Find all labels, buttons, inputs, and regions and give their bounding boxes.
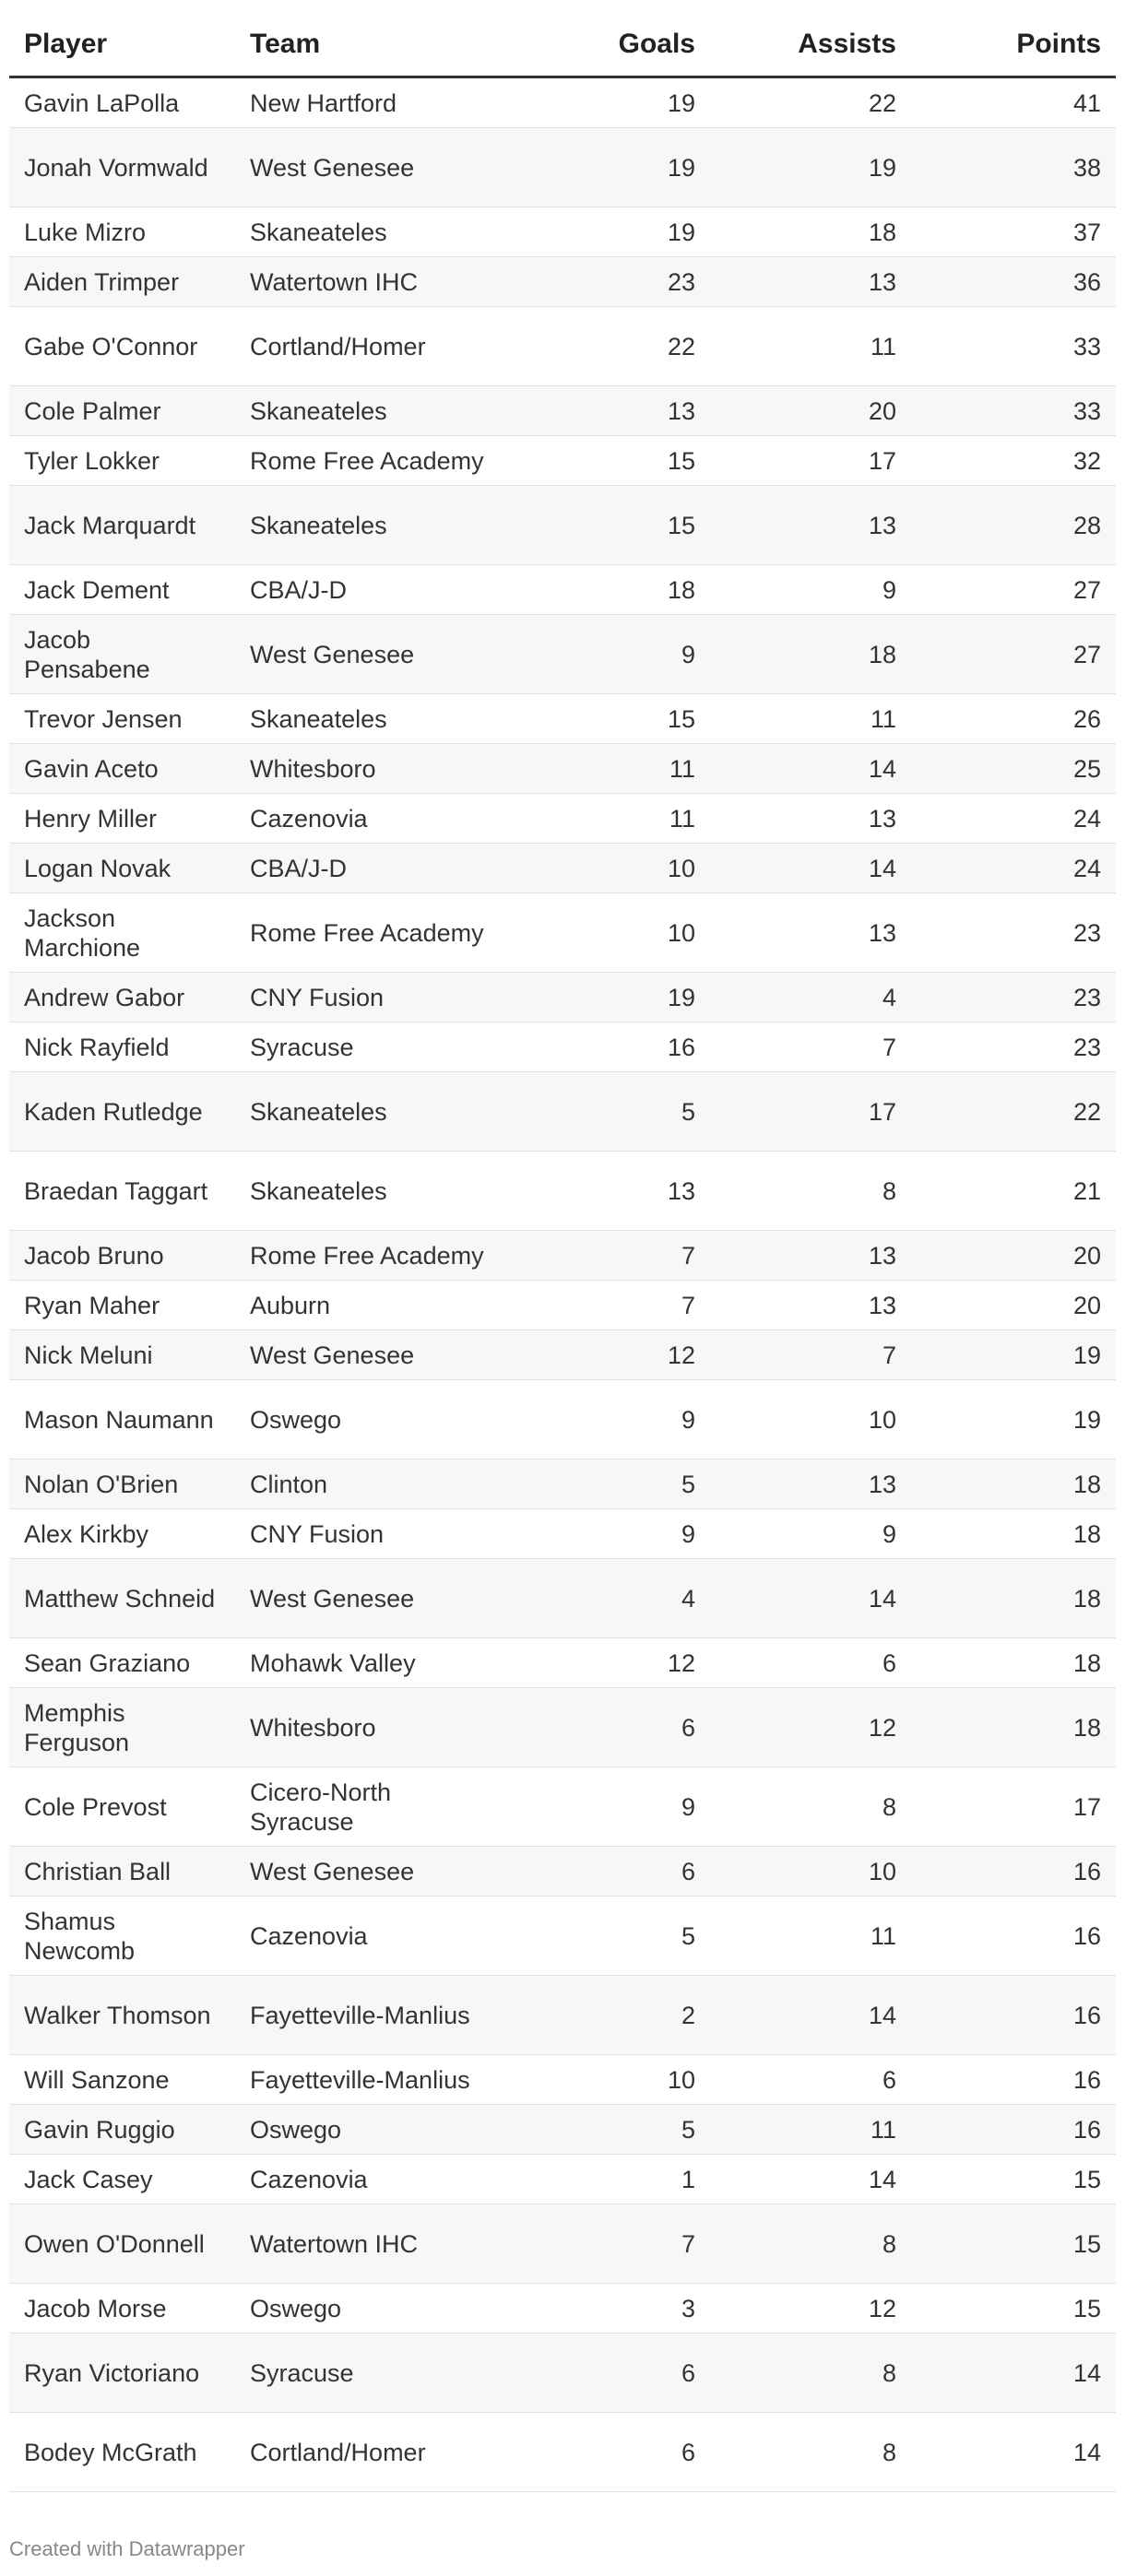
cell-goals: 10: [507, 2055, 710, 2105]
cell-assists: 14: [710, 1976, 911, 2055]
cell-points: 16: [911, 1847, 1116, 1897]
cell-player: Jacob Pensabene: [9, 615, 235, 694]
cell-assists: 17: [710, 1072, 911, 1152]
cell-team: CNY Fusion: [235, 973, 507, 1022]
cell-assists: 14: [710, 844, 911, 893]
cell-assists: 12: [710, 1688, 911, 1767]
cell-assists: 13: [710, 1459, 911, 1509]
cell-player: Christian Ball: [9, 1847, 235, 1897]
cell-team: CBA/J-D: [235, 565, 507, 615]
cell-player: Memphis Ferguson: [9, 1688, 235, 1767]
table-row: [9, 1559, 1116, 1638]
cell-team: Fayetteville-Manlius: [235, 2055, 507, 2105]
header-row: [9, 28, 1116, 77]
cell-points: 19: [911, 1330, 1116, 1380]
cell-player: Alex Kirkby: [9, 1509, 235, 1559]
cell-team: Watertown IHC: [235, 257, 507, 307]
cell-goals: 9: [507, 615, 710, 694]
cell-player: Jackson Marchione: [9, 893, 235, 973]
cell-team: Skaneateles: [235, 207, 507, 257]
table-row: [9, 1976, 1116, 2055]
cell-goals: 13: [507, 1152, 710, 1231]
cell-goals: 15: [507, 436, 710, 486]
table-row: [9, 565, 1116, 615]
cell-assists: 7: [710, 1330, 911, 1380]
cell-points: 24: [911, 844, 1116, 893]
table-row: [9, 1767, 1116, 1847]
table-row: [9, 2334, 1116, 2413]
cell-assists: 8: [710, 2334, 911, 2413]
table-row: [9, 1638, 1116, 1688]
cell-team: Skaneateles: [235, 486, 507, 565]
cell-assists: 14: [710, 2155, 911, 2204]
cell-player: Luke Mizro: [9, 207, 235, 257]
cell-player: Henry Miller: [9, 794, 235, 844]
cell-points: 18: [911, 1559, 1116, 1638]
table-row: [9, 744, 1116, 794]
cell-points: 38: [911, 128, 1116, 207]
cell-player: Jack Marquardt: [9, 486, 235, 565]
player-stats-table: [9, 28, 1116, 2492]
cell-assists: 11: [710, 1897, 911, 1976]
cell-goals: 9: [507, 1509, 710, 1559]
header-assists[interactable]: Assists: [710, 28, 911, 77]
cell-team: Cazenovia: [235, 2155, 507, 2204]
cell-player: Matthew Schneid: [9, 1559, 235, 1638]
cell-player: Walker Thomson: [9, 1976, 235, 2055]
cell-team: West Genesee: [235, 128, 507, 207]
cell-points: 18: [911, 1509, 1116, 1559]
cell-team: West Genesee: [235, 1847, 507, 1897]
cell-goals: 1: [507, 2155, 710, 2204]
cell-points: 23: [911, 1022, 1116, 1072]
cell-assists: 13: [710, 257, 911, 307]
table-row: [9, 2284, 1116, 2334]
cell-points: 25: [911, 744, 1116, 794]
cell-team: Skaneateles: [235, 386, 507, 436]
table-row: [9, 1459, 1116, 1509]
table-row: [9, 794, 1116, 844]
cell-assists: 19: [710, 128, 911, 207]
cell-points: 14: [911, 2413, 1116, 2492]
table-row: [9, 1281, 1116, 1330]
cell-player: Nolan O'Brien: [9, 1459, 235, 1509]
cell-assists: 10: [710, 1380, 911, 1459]
cell-points: 28: [911, 486, 1116, 565]
cell-assists: 6: [710, 2055, 911, 2105]
cell-team: Oswego: [235, 2284, 507, 2334]
cell-player: Jack Casey: [9, 2155, 235, 2204]
cell-player: Gabe O'Connor: [9, 307, 235, 386]
header-points[interactable]: Points: [911, 28, 1116, 77]
cell-goals: 16: [507, 1022, 710, 1072]
cell-team: Rome Free Academy: [235, 1231, 507, 1281]
header-goals[interactable]: Goals: [507, 28, 710, 77]
cell-goals: 10: [507, 844, 710, 893]
cell-team: Watertown IHC: [235, 2204, 507, 2284]
cell-points: 19: [911, 1380, 1116, 1459]
cell-points: 23: [911, 973, 1116, 1022]
cell-team: Cicero-North Syracuse: [235, 1767, 507, 1847]
cell-team: Skaneateles: [235, 694, 507, 744]
cell-points: 14: [911, 2334, 1116, 2413]
cell-player: Andrew Gabor: [9, 973, 235, 1022]
cell-assists: 13: [710, 794, 911, 844]
cell-team: Rome Free Academy: [235, 436, 507, 486]
cell-goals: 19: [507, 973, 710, 1022]
cell-team: Oswego: [235, 1380, 507, 1459]
cell-team: Mohawk Valley: [235, 1638, 507, 1688]
cell-goals: 3: [507, 2284, 710, 2334]
cell-assists: 18: [710, 207, 911, 257]
cell-team: Rome Free Academy: [235, 893, 507, 973]
cell-player: Cole Palmer: [9, 386, 235, 436]
cell-goals: 2: [507, 1976, 710, 2055]
cell-points: 24: [911, 794, 1116, 844]
table-row: [9, 1022, 1116, 1072]
cell-points: 18: [911, 1459, 1116, 1509]
cell-points: 26: [911, 694, 1116, 744]
cell-team: New Hartford: [235, 77, 507, 128]
table-row: [9, 2155, 1116, 2204]
cell-points: 41: [911, 77, 1116, 128]
cell-assists: 8: [710, 1152, 911, 1231]
cell-assists: 22: [710, 77, 911, 128]
cell-player: Tyler Lokker: [9, 436, 235, 486]
cell-goals: 19: [507, 128, 710, 207]
cell-player: Gavin Ruggio: [9, 2105, 235, 2155]
cell-team: West Genesee: [235, 1330, 507, 1380]
cell-player: Aiden Trimper: [9, 257, 235, 307]
cell-assists: 9: [710, 565, 911, 615]
cell-assists: 13: [710, 1231, 911, 1281]
cell-goals: 6: [507, 1847, 710, 1897]
cell-goals: 12: [507, 1638, 710, 1688]
cell-goals: 5: [507, 1459, 710, 1509]
cell-assists: 18: [710, 615, 911, 694]
cell-points: 15: [911, 2155, 1116, 2204]
cell-player: Ryan Victoriano: [9, 2334, 235, 2413]
cell-team: Fayetteville-Manlius: [235, 1976, 507, 2055]
cell-assists: 4: [710, 973, 911, 1022]
cell-player: Jack Dement: [9, 565, 235, 615]
cell-player: Nick Rayfield: [9, 1022, 235, 1072]
cell-team: Skaneateles: [235, 1152, 507, 1231]
cell-team: CNY Fusion: [235, 1509, 507, 1559]
cell-team: Cazenovia: [235, 1897, 507, 1976]
cell-points: 37: [911, 207, 1116, 257]
cell-team: Oswego: [235, 2105, 507, 2155]
cell-team: Clinton: [235, 1459, 507, 1509]
table-row: [9, 1509, 1116, 1559]
cell-assists: 13: [710, 893, 911, 973]
cell-points: 20: [911, 1281, 1116, 1330]
cell-team: West Genesee: [235, 1559, 507, 1638]
table-row: [9, 1688, 1116, 1767]
cell-player: Sean Graziano: [9, 1638, 235, 1688]
cell-assists: 7: [710, 1022, 911, 1072]
cell-assists: 11: [710, 694, 911, 744]
cell-player: Bodey McGrath: [9, 2413, 235, 2492]
cell-team: Cortland/Homer: [235, 2413, 507, 2492]
table-body: [9, 77, 1116, 2492]
cell-player: Kaden Rutledge: [9, 1072, 235, 1152]
cell-goals: 6: [507, 2413, 710, 2492]
table-row: [9, 615, 1116, 694]
cell-assists: 6: [710, 1638, 911, 1688]
cell-team: Syracuse: [235, 1022, 507, 1072]
cell-assists: 8: [710, 2413, 911, 2492]
cell-assists: 8: [710, 1767, 911, 1847]
cell-points: 27: [911, 615, 1116, 694]
cell-goals: 7: [507, 2204, 710, 2284]
table-row: [9, 1847, 1116, 1897]
cell-assists: 10: [710, 1847, 911, 1897]
table-row: [9, 128, 1116, 207]
table-row: [9, 844, 1116, 893]
table-row: [9, 307, 1116, 386]
cell-points: 27: [911, 565, 1116, 615]
cell-goals: 5: [507, 2105, 710, 2155]
cell-team: West Genesee: [235, 615, 507, 694]
cell-goals: 10: [507, 893, 710, 973]
cell-assists: 13: [710, 486, 911, 565]
cell-player: Cole Prevost: [9, 1767, 235, 1847]
cell-goals: 5: [507, 1897, 710, 1976]
cell-goals: 7: [507, 1281, 710, 1330]
cell-player: Will Sanzone: [9, 2055, 235, 2105]
cell-assists: 14: [710, 1559, 911, 1638]
cell-team: Syracuse: [235, 2334, 507, 2413]
cell-points: 23: [911, 893, 1116, 973]
header-player[interactable]: Player: [9, 28, 235, 77]
cell-points: 33: [911, 386, 1116, 436]
cell-goals: 23: [507, 257, 710, 307]
cell-team: Cazenovia: [235, 794, 507, 844]
cell-points: 15: [911, 2284, 1116, 2334]
cell-assists: 11: [710, 2105, 911, 2155]
cell-points: 32: [911, 436, 1116, 486]
cell-player: Gavin LaPolla: [9, 77, 235, 128]
cell-team: Auburn: [235, 1281, 507, 1330]
table-row: [9, 1330, 1116, 1380]
cell-team: Cortland/Homer: [235, 307, 507, 386]
table-row: [9, 2204, 1116, 2284]
table-row: [9, 436, 1116, 486]
cell-goals: 6: [507, 1688, 710, 1767]
cell-goals: 11: [507, 794, 710, 844]
cell-goals: 19: [507, 207, 710, 257]
cell-points: 15: [911, 2204, 1116, 2284]
table-row: [9, 1380, 1116, 1459]
cell-points: 21: [911, 1152, 1116, 1231]
cell-goals: 19: [507, 77, 710, 128]
table-row: [9, 973, 1116, 1022]
cell-player: Owen O'Donnell: [9, 2204, 235, 2284]
cell-player: Jonah Vormwald: [9, 128, 235, 207]
table-row: [9, 1897, 1116, 1976]
cell-goals: 6: [507, 2334, 710, 2413]
cell-assists: 11: [710, 307, 911, 386]
cell-goals: 9: [507, 1380, 710, 1459]
cell-goals: 5: [507, 1072, 710, 1152]
cell-points: 16: [911, 2105, 1116, 2155]
table-row: [9, 486, 1116, 565]
table-row: [9, 257, 1116, 307]
cell-points: 18: [911, 1638, 1116, 1688]
cell-goals: 9: [507, 1767, 710, 1847]
cell-assists: 17: [710, 436, 911, 486]
cell-goals: 13: [507, 386, 710, 436]
table-row: [9, 386, 1116, 436]
table-row: [9, 207, 1116, 257]
cell-goals: 15: [507, 486, 710, 565]
header-team[interactable]: Team: [235, 28, 507, 77]
cell-player: Jacob Morse: [9, 2284, 235, 2334]
cell-assists: 9: [710, 1509, 911, 1559]
table-row: [9, 2413, 1116, 2492]
cell-points: 20: [911, 1231, 1116, 1281]
cell-points: 16: [911, 2055, 1116, 2105]
table-row: [9, 1231, 1116, 1281]
cell-points: 16: [911, 1976, 1116, 2055]
cell-player: Jacob Bruno: [9, 1231, 235, 1281]
table-row: [9, 694, 1116, 744]
cell-points: 17: [911, 1767, 1116, 1847]
cell-player: Logan Novak: [9, 844, 235, 893]
cell-assists: 13: [710, 1281, 911, 1330]
cell-goals: 12: [507, 1330, 710, 1380]
cell-goals: 22: [507, 307, 710, 386]
cell-team: CBA/J-D: [235, 844, 507, 893]
cell-goals: 18: [507, 565, 710, 615]
cell-team: Skaneateles: [235, 1072, 507, 1152]
cell-points: 36: [911, 257, 1116, 307]
cell-points: 16: [911, 1897, 1116, 1976]
table-row: [9, 1072, 1116, 1152]
cell-goals: 4: [507, 1559, 710, 1638]
cell-player: Trevor Jensen: [9, 694, 235, 744]
table-row: [9, 893, 1116, 973]
table-row: [9, 1152, 1116, 1231]
cell-player: Braedan Taggart: [9, 1152, 235, 1231]
cell-team: Whitesboro: [235, 1688, 507, 1767]
cell-team: Whitesboro: [235, 744, 507, 794]
cell-player: Gavin Aceto: [9, 744, 235, 794]
table-row: [9, 2105, 1116, 2155]
cell-goals: 11: [507, 744, 710, 794]
cell-player: Ryan Maher: [9, 1281, 235, 1330]
footer-credit: Created with Datawrapper: [9, 2537, 245, 2560]
cell-player: Mason Naumann: [9, 1380, 235, 1459]
cell-points: 33: [911, 307, 1116, 386]
cell-points: 18: [911, 1688, 1116, 1767]
cell-assists: 14: [710, 744, 911, 794]
cell-assists: 20: [710, 386, 911, 436]
cell-assists: 8: [710, 2204, 911, 2284]
cell-player: Nick Meluni: [9, 1330, 235, 1380]
cell-goals: 7: [507, 1231, 710, 1281]
cell-points: 22: [911, 1072, 1116, 1152]
table-row: [9, 2055, 1116, 2105]
cell-goals: 15: [507, 694, 710, 744]
cell-assists: 12: [710, 2284, 911, 2334]
table-row: [9, 77, 1116, 128]
cell-player: Shamus Newcomb: [9, 1897, 235, 1976]
